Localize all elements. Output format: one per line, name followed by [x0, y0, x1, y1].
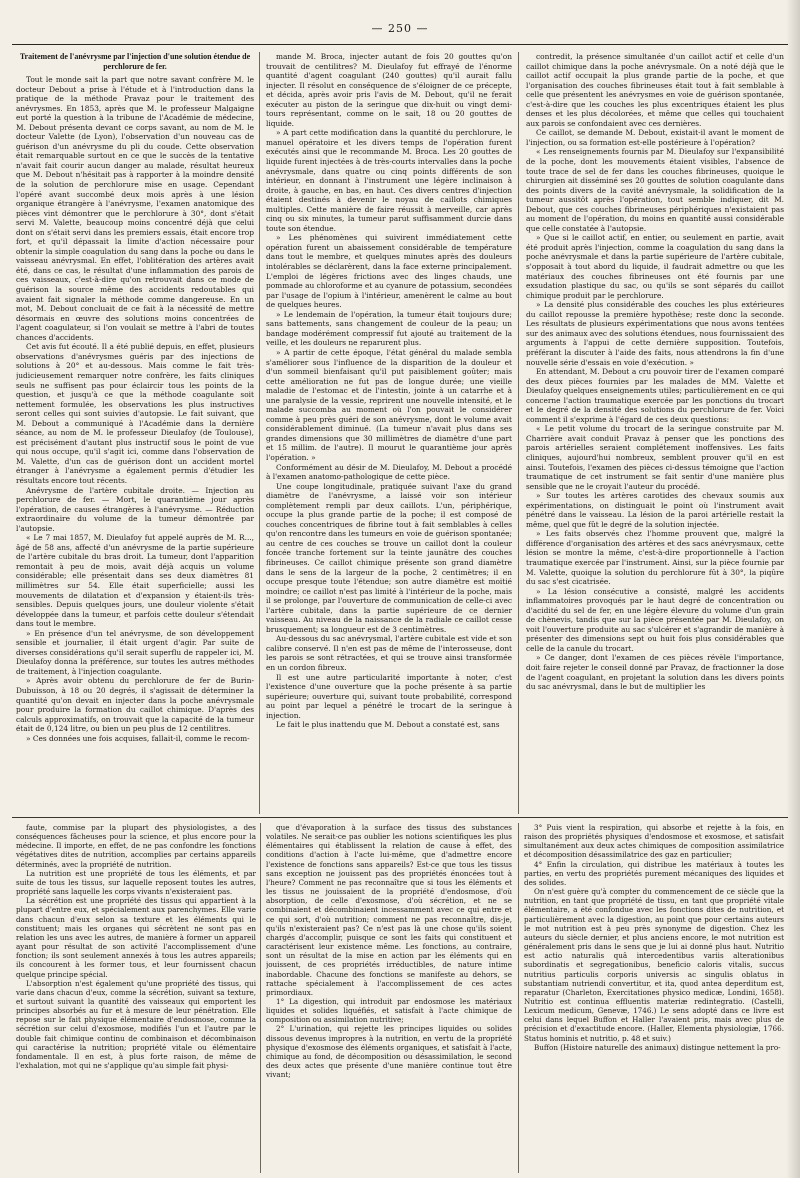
lower-col3-body: [524, 823, 784, 1052]
paragraph: » Après avoir obtenu du perchlorure de fer de Burin-Dubuisson, à 18 ou 20 degrés, il s'agissait de déterminer la quantité qu'on devait en injecter dans la poche anévrysmale pour produire la formation du caillot chimique. D'après des calculs approximatifs, on trouvait que la capacité de la tumeur était de 0,124 litre, ou bien un peu plus de 12 centilitres.: [16, 676, 254, 734]
lower-column-1: [16, 823, 256, 1171]
paragraph: » Que si le caillot actif, en entier, ou seulement en partie, avait été produit après l'injection, comme la coagulation du sang dans la poche anévrysmale et dans la partie supérieure de l'artère cubitale, s'opposait à tout abord du liquide, il faudrait admettre ou que les matériaux des couches fibrineuses ont été fournis par une exsudation plastique du sac, ou qu'ils se sont séparés du caillot chimique produit par le perchlorure.: [526, 233, 784, 300]
section-rule: [12, 817, 788, 818]
upper-col1-body: [16, 75, 254, 743]
paragraph: » Sur toutes les artères carotides des chevaux soumis aux expérimentations, on distinguait le point où l'instrument avait pénétré dans le vaisseau. La lésion de la paroi artérielle restait la même, quel que fût le degré de la solution injectée.: [526, 491, 784, 529]
paragraph: que d'évaporation à la surface des tissus des substances volatiles. Ne serait-ce pas oublier les notions scientifiques les plus élémentaires qui établissent la relation de cause à effet, des conditions d'action à l'acte lui-même, que d'admettre encore l'existence de fonctions sans appareils? Est-ce que tous les tissus sans exception ne jouissent pas des propriétés énoncées tout à l'heure? Comment ne pas reconnaître que si tous les éléments et les tissus ne jouissaient de la propriété d'endosmose, d'où absorption, de celle d'exosmose, d'où sécrétion, et ne se combinaient et décombinaient incessamment avec ce qui entre et ce qui sort, d'où nutrition; comment ne pas reconnaître, dis-je, qu'ils n'existeraient pas? Ce n'est pas là une chose qu'ils soient chargés d'accomplir, puisque ce sont les faits qui constituent et caractérisent leur existence même. Les fonctions, au contraire, sont un résultat de la mise en action par les éléments qui en jouissent, de ces propriétés irréductibles, de nature intime inabordable. Chacune des fonctions se manifeste au dehors, se rattache spécialement à l'accomplissement de ces actes primordiaux.: [266, 823, 512, 997]
lower-col2-body: [266, 823, 512, 1079]
column-divider: [260, 823, 261, 1173]
paragraph: Ce caillot, se demande M. Debout, existait-il avant le moment de l'injection, ou sa formation est-elle postérieure à l'opération?: [526, 128, 784, 147]
lower-column-2: [266, 823, 512, 1171]
paragraph: » La densité plus considérable des couches les plus extérieures du caillot repousse la première hypothèse; reste donc la seconde. Les résultats de plusieurs expérimentations que nous avons tentées sur des animaux avec des solutions étendues, nous fournissaient des arguments à l'appui de cette dernière supposition. Toutefois, préférant la discuter à l'aide des faits, nous attendrons la fin d'une nouvelle série d'essais en voie d'exécution. »: [526, 300, 784, 367]
paragraph: Le fait le plus inattendu que M. Debout a constaté est, sans: [276, 720, 500, 730]
paragraph: faute, commise par la plupart des physiologistes, a des conséquences fâcheuses pour la science, et plus encore pour la médecine. Il importe, en effet, de ne pas confondre les fonctions végétatives dites de nutrition, accomplies par certains appareils déterminés, avec la propriété de nutrition.: [16, 823, 256, 869]
paragraph: Il est une autre particularité importante à noter, c'est l'existence d'une ouverture que la poche présente à sa partie supérieure; ouverture qui, suivant toute probabilité, correspond au point par lequel a pénétré le trocart de la seringue à injection.: [266, 672, 512, 720]
paragraph: Cet avis fut écouté. Il a été publié depuis, en effet, plusieurs observations d'anévrysmes guéris par des injections de solutions à 20° et au-dessous. Mais comme le fait très-judicieusement remarquer notre confrère, les faits cliniques seuls ne suffisent pas pour éclaircir tous les points de la question, et jusqu'à ce que la méthode coagulante soit nettement formulée, les observations les plus instructives seront celles qui sont suivies d'autopsie. Le fait suivant, que M. Debout a communiqué à l'Académie dans la dernière séance, au nom de M. le professeur Dieulafoy (de Toulouse), est précisément d'autant plus instructif sous le point de vue qui nous occupe, qu'il s'agit ici, comme dans l'observation de M. Valette, d'un cas de guérison dont un accident mortel étranger à l'anévrysme a également permis d'étudier les résultats encore tout récents.: [16, 342, 254, 485]
paragraph: « Les renseignements fournis par M. Dieulafoy sur l'expansibilité de la poche, dont les mouvements étaient visibles, l'absence de toute trace de sel de fer dans les couches fibrineuses, quoique le chirurgien ait disséminé ses 20 gouttes de solution coagulante dans des points divers de la cavité anévrysmale, la solidification de la tumeur aussitôt après l'opération, tout semble indiquer, dit M. Debout, que ces couches fibrineuses périphériques n'existaient pas au moment de l'opération, du moins en quantité aussi considérable que celle constatée à l'autopsie.: [526, 147, 784, 233]
paragraph: En attendant, M. Debout a cru pouvoir tirer de l'examen comparé des deux pièces fournies par les malades de MM. Valette et Dieulafoy quelques enseignements utiles; particulièrement en ce qui concerne l'action traumatique exercée par les ponctions du trocart et le degré de la densité des solutions du perchlorure de fer. Voici comment il s'exprime à l'égard de ces deux questions:: [526, 367, 784, 424]
paragraph: » En présence d'un tel anévrysme, de son développement sensible et journalier, il était urgent d'agir. Par suite de diverses considérations qu'il serait superflu de rappeler ici, M. Dieulafoy donna la préférence, sur toutes les autres méthodes de traitement, à l'injection coagulante.: [16, 628, 254, 676]
paragraph: 1° La digestion, qui introduit par endosmose les matériaux liquides et solides liquéfiés, et satisfait à l'acte chimique de composition ou assimilation nutritive;: [266, 996, 512, 1025]
paragraph: La nutrition est une propriété de tous les éléments, et par suite de tous les tissus, sur laquelle reposent toutes les autres, propriété sans laquelle les corps vivants n'existeraient pas.: [16, 868, 256, 897]
paragraph: contredit, la présence simultanée d'un caillot actif et celle d'un caillot chimique dans la poche anévrysmale. On a noté déjà que le caillot actif occupait la plus grande partie de la poche, et que l'organisation des couches fibrineuses était tout à fait semblable à celle que présentent les anévrysmes en voie de guérison spontanée, c'est-à-dire que les couches les plus excentriques étaient les plus denses et les plus décolorées, et même que celles qui touchaient aux parois se confondaient avec ces dernières.: [526, 52, 784, 128]
paragraph: » Ce danger, dont l'examen de ces pièces révèle l'importance, doit faire rejeter le conseil donné par Pravaz, de fractionner la dose de l'agent coagulant, en projetant la solution dans les divers points du sac anévrysmal, dans le but de multiplier les: [526, 653, 784, 692]
paragraph: « Le petit volume du trocart de la seringue construite par M. Charrière avait conduit Pravaz à penser que les ponctions des parois artérielles seraient complétement inoffensives. Les faits cliniques, aujourd'hui nombreux, semblent prouver qu'il en est ainsi. Toutefois, l'examen des pièces ci-dessus témoigne que l'action traumatique de cet instrument se fait sentir d'une manière plus sensible que ne le croyait l'auteur du procédé.: [526, 424, 784, 491]
upper-column-2: [266, 52, 512, 812]
paragraph: 2° L'urination, qui rejette les principes liquides ou solides dissous devenus impropres à la nutrition, en vertu de la propriété physique d'exosmose des éléments organiques, et satisfait à l'acte, chimique au fond, de décomposition ou désassimilation, le second des deux actes que présente d'une manière continue tout être vivant;: [266, 1024, 512, 1080]
paragraph: La sécrétion est une propriété des tissus qui appartient à la plupart d'entre eux, et spécialement aux parenchymes. Elle varie dans chacun d'eux selon sa texture et les éléments qui le constituent; mais les organes qui sécrètent ne sont pas en relation les uns avec les autres, de manière à former un appareil ayant pour résultat de son activité l'accomplissement d'une fonction; ils sont seulement annexés à tous les autres appareils; ils concourent à les former tous, et leur fournissent chacun quelque principe spécial.: [16, 896, 256, 979]
paragraph: » A part cette modification dans la quantité du perchlorure, le manuel opératoire et les divers temps de l'opération furent exécutés ainsi que le recommande M. Broca. Les 20 gouttes de liquide furent injectées à de très-courts intervalles dans la poche anévrysmale, dans quatre ou cinq points différents de son intérieur, en donnant à l'instrument une légère inclinaison à droite, à gauche, en bas, en haut. Ces divers centres d'injection étaient destinés à devenir le noyau de caillots chimiques multiples. Cette manière de faire réussit à merveille, car après cinq ou six minutes, la tumeur parut suffisamment durcie dans toute son étendue.: [266, 128, 512, 233]
upper-col2-body: [266, 52, 512, 730]
lower-col1-body: [16, 823, 256, 1070]
page-edge-shadow: [786, 0, 800, 1178]
paragraph: Buffon (Histoire naturelle des animaux) distingue nettement la pro-: [534, 1042, 781, 1052]
lower-column-3: [524, 823, 784, 1171]
paragraph: Au-dessous du sac anévrysmal, l'artère cubitale est vide et son calibre conservé. Il n'en est pas de même de l'interosseuse, dont les parois se sont rétractées, et qui se trouve ainsi transformée en un cordon fibreux.: [266, 634, 512, 672]
paragraph: mande M. Broca, injecter autant de fois 20 gouttes qu'on trouvait de centilitres? M. Dieulafoy fut effrayé de l'énorme quantité d'agent coagulant (240 gouttes) qu'il aurait fallu injecter. Il résolut en conséquence de s'éloigner de ce précepte, et décida, après avoir pris l'avis de M. Debout, qu'il ne ferait exécuter au piston de la seringue que dix-huit ou vingt demi-tours représentant, comme on le sait, 18 ou 20 gouttes de liquide.: [266, 52, 512, 128]
upper-column-3: [526, 52, 784, 812]
paragraph: On n'est guère qu'à compter du commencement de ce siècle que la nutrition, en tant que propriété de tissu, en tant que propriété vitale élémentaire, a été confondue avec les fonctions dites de nutrition, et particulièrement avec la digestion, au point que pour certains auteurs le mot nutrition est à peu près synonyme de digestion. Chez les auteurs du siècle dernier, et plus anciens encore, le mot nutrition est généralement pris dans le sens que je lui ai donné plus haut. Nutritio est actio naturalis quâ intercedentibus variis alterationibus subordinatis et segregationibus, beneficio caloris vitalis, succus nutritius particulis corporis universis ac singulis oblatus in substantiam nutriendi convertitur, et ita, quod antea deperditum est, reparatur (Charleton, Exercitationes physico medicæ, Londini, 1658). Nutritio est continua effluentis materiæ redintegratio. (Castelli, Lexicum medicum, Genevæ, 1746.) Le sens adopté dans ce livre est celui dans lequel Buffon et Haller l'avaient pris, mais avec plus de précision et d'exactitude encore. (Haller, Elementa physiologiæ, 1766. Status hominis et nutritio, p. 48 et suiv.): [524, 887, 784, 1043]
column-divider: [259, 52, 260, 814]
column-divider: [518, 823, 519, 1173]
paragraph: 4° Enfin la circulation, qui distribue les matériaux à toutes les parties, en vertu des propriétés purement mécaniques des liquides et des solides.: [524, 859, 784, 887]
paragraph: « Le 7 mai 1857, M. Dieulafoy fut appelé auprès de M. R..., âgé de 58 ans, affecté d'un anévrysme de la partie supérieure de l'artère cubitale du bras droit. La tumeur, dont l'apparition remontait à peu de mois, avait déjà acquis un volume considérable; elle présentait dans ses deux diamètres 81 millimètres sur 54. Elle était superficielle; aussi les mouvements de dilatation et d'expansion y étaient-ils très-sensibles. Depuis quelques jours, une douleur violente s'était développée dans la tumeur, et parfois cette douleur s'étendait dans tout le membre.: [16, 533, 254, 629]
paragraph: » A partir de cette époque, l'état général du malade sembla s'améliorer sous l'influence de la disparition de la douleur et d'un sommeil bienfaisant qu'il put paisiblement goûter; mais cette amélioration ne fut pas de longue durée; une vieille maladie de l'estomac et de l'intestin, jointe à un catarrhe et à une paralysie de la vessie, reprirent une nouvelle intensité, et le malade succomba au moment où l'on pouvait le considérer comme à peu près guéri de son anévrysme, dont le volume avait considérablement diminué. (La tumeur n'avait plus dans ses grandes dimensions que 30 millimètres de diamètre d'une part et 15 millim. de l'autre). Il mourut le quarantième jour après l'opération. »: [266, 347, 512, 462]
upper-col3-body: [526, 52, 784, 692]
paragraph: » Les phénomènes qui suivirent immédiatement cette opération furent un abaissement considérable de température dans tout le membre, et quelques minutes après des douleurs intolérables se déclarèrent, dans la face externe principalement. L'emploi de légères frictions avec des linges chauds, une pommade au chloroforme et au cyanure de potassium, secondées par l'usage de l'opium à l'intérieur, amenèrent le calme au bout de quelques heures.: [266, 233, 512, 310]
paragraph: 3° Puis vient la respiration, qui absorbe et rejette à la fois, en raison des propriétés physiques d'endosmose et exosmose, et satisfait simultanément aux deux actes chimiques de composition assimilatrice et décomposition désassimilatrice des gaz en particulier;: [524, 823, 784, 860]
paragraph: » Le lendemain de l'opération, la tumeur était toujours dure; sans battements, sans changement de couleur de la peau; un bandage modérément compressif fut ajouté au traitement de la veille, et les douleurs ne reparurent plus.: [266, 309, 512, 348]
paragraph: L'absorption n'est également qu'une propriété des tissus, qui varie dans chacun d'eux, comme la sécrétion, suivant sa texture, et surtout suivant la quantité des vaisseaux qui emportent les principes absorbés au fur et à mesure de leur pénétration. Elle repose sur le fait physique élémentaire d'endosmose, comme la sécrétion sur celui d'exosmose, modifiés l'un et l'autre par le double fait chimique continu de combinaison et décombinaison qui caractérise la nutrition; propriété vitale ou élémentaire fondamentale. Il en est, à plus forte raison, de même de l'exhalation, mot qui ne s'applique qu'au simple fait physi-: [16, 978, 256, 1071]
paragraph: Tout le monde sait la part que notre savant confrère M. le docteur Debout a prise à l'étude et à l'introduction dans la pratique de la méthode Pravaz pour le traitement des anévrysmes. En 1853, après que M. le professeur Malgaigne eut porté la question à la tribune de l'Académie de médecine, M. Debout présenta devant ce corps savant, au nom de M. le docteur Valette (de Lyon), l'observation d'un nouveau cas de guérison d'un anévrysme du pli du coude. Cette observation était remarquable surtout en ce que le succès de la tentative n'avait fait courir aucun danger au malade, résultat heureux que M. Debout n'hésitait pas à rapporter à la moindre densité de la solution de perchlorure mise en usage. Cependant l'opéré avant succombé deux mois après à une lésion organique étrangère à l'anévrysme, l'examen anatomique des pièces vint démontrer que le perchlorure à 30°, dont s'était servi M. Valette, beaucoup moins concentré déjà que celui dont on s'était servi dans les premiers essais, était encore trop fort, et qu'il dépassait la limite d'action nécessaire pour obtenir la simple coagulation du sang dans la poche ou dans le vaisseau anévrysmal. En effet, l'oblitération des artères avait été, dans ce cas, le résultat d'une inflammation des parois de ces vaisseaux, c'est-à-dire qu'on retrouvait dans ce mode de guérison la source même des accidents redoutables qui avaient fait signaler la méthode comme dangereuse. En un mot, M. Debout concluait de ce fait à la nécessité de mettre désormais en œuvre des solutions moins concentrées de l'agent coagulateur, si l'on voulait se mettre à l'abri de toutes chances d'accidents.: [16, 75, 254, 342]
article-heading: Traitement de l'anévrysme par l'injection d'une solution étendue de perchlorure de fer.: [19, 52, 251, 71]
header-rule: [12, 44, 788, 45]
paragraph: Conformément au désir de M. Dieulafoy, M. Debout a procédé à l'examen anatomo-pathologique de cette pièce.: [266, 462, 512, 482]
paragraph: » Ces données une fois acquises, fallait-il, comme le recom-: [26, 733, 250, 743]
upper-column-1: [16, 52, 254, 812]
page-number: — 250 —: [371, 22, 429, 35]
paragraph: Anévrysme de l'artère cubitale droite. — Injection au perchlorure de fer. — Mort, le quarantième jour après l'opération, de causes étrangères à l'anévrysme. — Réduction extraordinaire du volume de la tumeur démontrée par l'autopsie.: [16, 485, 254, 533]
paragraph: » Les faits observés chez l'homme prouvent que, malgré la différence d'organisation des artères et des sacs anévrysmaux, cette lésion se montre la même, c'est-à-dire proportionnelle à l'action traumatique exercée par l'instrument. Ainsi, sur la pièce fournie par M. Valette, quoique la solution du perchlorure fût à 30°, la piqûre du sac s'est cicatrisée.: [526, 529, 784, 587]
column-divider: [518, 52, 519, 814]
paragraph: » La lésion consécutive a consisté, malgré les accidents inflammatoires provoqués par le haut degré de concentration ou d'acidité du sel de fer, en une légère élevure du volume d'un grain de chènevis, tandis que sur la pièce présentée par M. Dieulafoy, on voit l'ouverture produite au sac s'ulcérer et s'agrandir de manière à présenter des dimensions sept ou huit fois plus considérables que celle de la canule du trocart.: [526, 586, 784, 653]
paragraph: Une coupe longitudinale, pratiquée suivant l'axe du grand diamètre de l'anévrysme, a laissé voir son intérieur complètement rempli par deux caillots. L'un, périphérique, occupe la plus grande partie de la poche; il est composé de couches concentriques de fibrine tout à fait semblables à celles qu'on rencontre dans les tumeurs en voie de guérison spontanée; au centre de ces couches se trouve un caillot dont la couleur foncée tranche fortement sur la teinte jaunâtre des couches fibrineuses. Ce caillot chimique présente son grand diamètre dans le sens de la largeur de la poche, 2 centimètres; il en occupe presque toute l'étendue; son autre diamètre est moitié moindre; ce caillot n'est pas limité à l'intérieur de la poche, mais il se prolonge, par l'ouverture de communication de celle-ci avec l'artère cubitale, dans la partie supérieure de ce dernier vaisseau. Au niveau de la naissance de la radiale ce caillot cesse brusquement; sa longueur est de 3 centimètres.: [266, 481, 512, 634]
